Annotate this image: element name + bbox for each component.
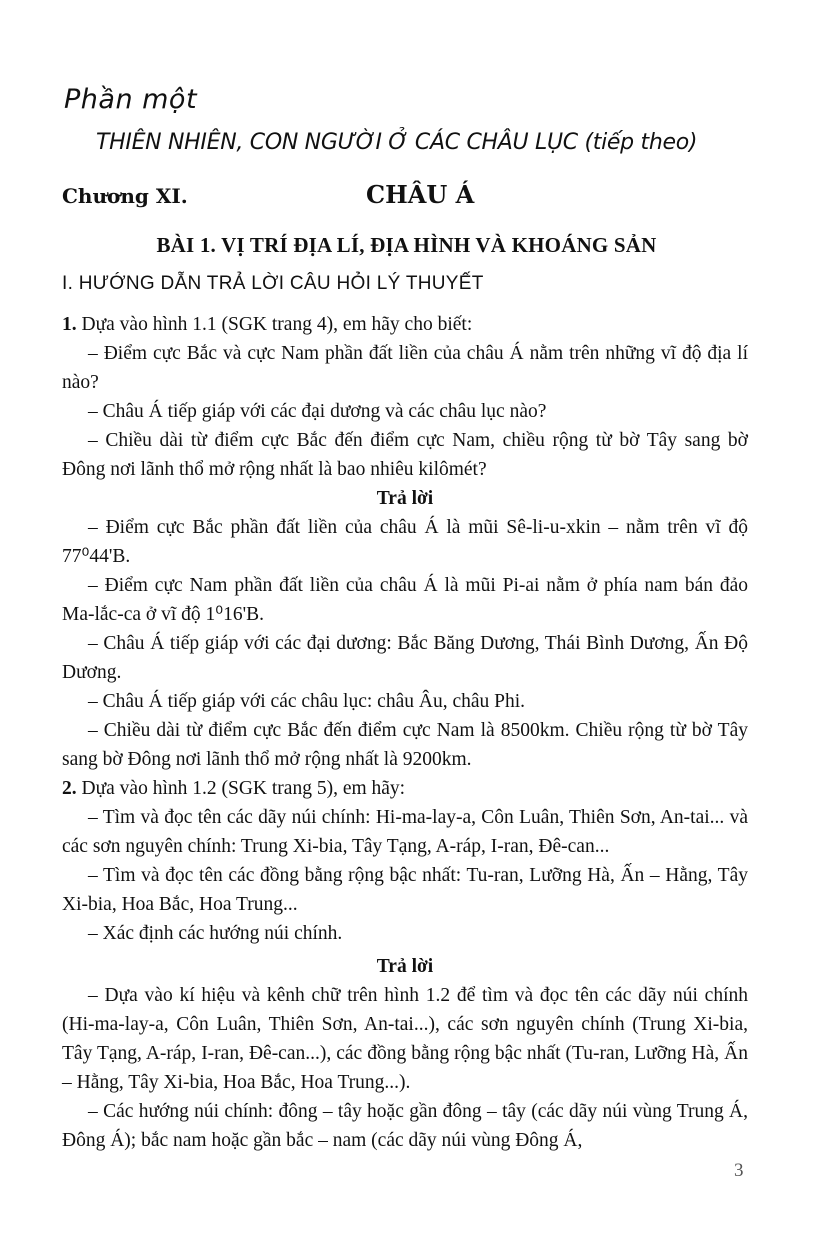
chapter-title: CHÂU Á: [366, 180, 475, 209]
question-item: – Xác định các hướng núi chính.: [88, 923, 343, 944]
answer-item: – Chiều dài từ điểm cực Bắc đến điểm cực Nam là 8500km. Chiều rộng từ bờ Tây sang bờ Đông nơi lãnh thổ mở rộng nhất là 9200km.: [62, 720, 748, 770]
question-text: Dựa vào hình 1.1 (SGK trang 4), em hãy cho biết:: [76, 314, 473, 335]
answer-heading: Trả lời: [376, 488, 434, 509]
question-item: – Điểm cực Bắc và cực Nam phần đất liền của châu Á nằm trên những vĩ độ địa lí nào?: [62, 343, 748, 393]
body-text: [62, 310, 748, 1155]
answer-heading: Trả lời: [376, 956, 434, 977]
answer-item: – Điểm cực Nam phần đất liền của châu Á là mũi Pi-ai nằm ở phía nam bán đảo Ma-lắc-ca ở vĩ độ 1⁰16'B.: [62, 575, 748, 625]
answer-item: – Châu Á tiếp giáp với các châu lục: châu Âu, châu Phi.: [88, 691, 526, 712]
chapter-number: Chương XI.: [62, 184, 188, 208]
question-item: – Châu Á tiếp giáp với các đại dương và các châu lục nào?: [88, 401, 547, 422]
question-number: 2.: [62, 778, 77, 799]
question-1: [62, 310, 748, 339]
lesson-title: BÀI 1. VỊ TRÍ ĐỊA LÍ, ĐỊA HÌNH VÀ KHOÁNG SẢN: [156, 233, 657, 257]
question-item: – Chiều dài từ điểm cực Bắc đến điểm cực Nam, chiều rộng từ bờ Tây sang bờ Đông nơi lãnh thổ mở rộng nhất là bao nhiêu kilômét?: [62, 430, 748, 480]
page-number: 3: [734, 1160, 744, 1181]
question-text: Dựa vào hình 1.2 (SGK trang 5), em hãy:: [76, 778, 406, 799]
part-title: Phần một: [64, 84, 198, 115]
question-2: [62, 774, 748, 803]
answer-item: – Dựa vào kí hiệu và kênh chữ trên hình 1.2 để tìm và đọc tên các dãy núi chính (Hi-ma-lay-a, Côn Luân, Thiên Sơn, An-tai...), các sơn nguyên chính (Trung Xi-bia, Tây Tạng, A-ráp, I-ran, Đê-can...), các đồng bằng rộng bậc nhất (Tu-ran, Lưỡng Hà, Ấn – Hằng, Tây Xi-bia, Hoa Bắc, Hoa Trung...).: [62, 985, 748, 1093]
part-subtitle: THIÊN NHIÊN, CON NGƯỜI Ở CÁC CHÂU LỤC (tiếp theo): [96, 130, 698, 155]
question-item: – Tìm và đọc tên các đồng bằng rộng bậc nhất: Tu-ran, Lưỡng Hà, Ấn – Hằng, Tây Xi-bia, Hoa Bắc, Hoa Trung...: [62, 865, 748, 915]
answer-item: – Điểm cực Bắc phần đất liền của châu Á là mũi Sê-li-u-xkin – nằm trên vĩ độ 77⁰44'B.: [62, 517, 748, 567]
answer-item: – Châu Á tiếp giáp với các đại dương: Bắc Băng Dương, Thái Bình Dương, Ấn Độ Dương.: [62, 633, 748, 683]
section-title: I. HƯỚNG DẪN TRẢ LỜI CÂU HỎI LÝ THUYẾT: [62, 273, 484, 294]
question-item: – Tìm và đọc tên các dãy núi chính: Hi-ma-lay-a, Côn Luân, Thiên Sơn, An-tai... và các sơn nguyên chính: Trung Xi-bia, Tây Tạng, A-ráp, I-ran, Đê-can...: [62, 807, 748, 857]
question-number: 1.: [62, 314, 77, 335]
answer-item: – Các hướng núi chính: đông – tây hoặc gần đông – tây (các dãy núi vùng Trung Á, Đông Á); bắc nam hoặc gần bắc – nam (các dãy núi vùng Đông Á,: [62, 1101, 748, 1151]
